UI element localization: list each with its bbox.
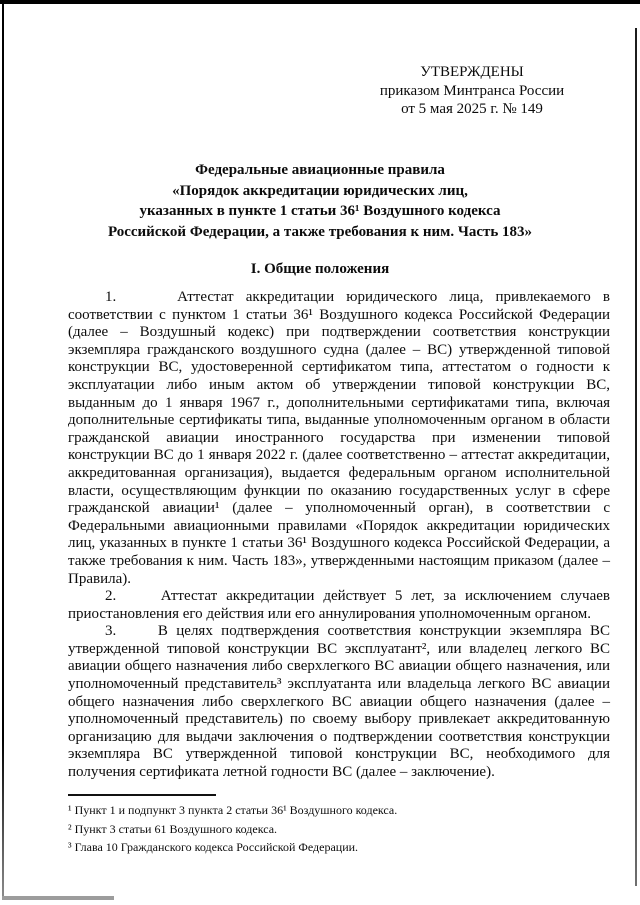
approval-block bbox=[351, 63, 593, 119]
document-body bbox=[68, 289, 610, 782]
title-line: «Порядок аккредитации юридических лиц, bbox=[172, 182, 468, 199]
scan-border-left bbox=[2, 3, 4, 900]
footnotes bbox=[68, 794, 568, 858]
footnote-3: ³ Глава 10 Гражданского кодекса Российской Федерации. bbox=[68, 840, 359, 854]
footnote-1: ¹ Пункт 1 и подпункт 3 пункта 2 статьи 36¹ Воздушного кодекса. bbox=[68, 803, 398, 817]
document-title bbox=[30, 160, 610, 242]
approval-line: от 5 мая 2025 г. № 149 bbox=[401, 101, 543, 117]
section-heading: I. Общие положения bbox=[250, 261, 390, 277]
approval-line: УТВЕРЖДЕНЫ bbox=[420, 64, 524, 80]
footnote-separator bbox=[68, 794, 216, 796]
scan-border-right bbox=[635, 28, 637, 886]
footnote-2: ² Пункт 3 статьи 61 Воздушного кодекса. bbox=[68, 821, 278, 836]
paragraph-1: 1. Аттестат аккредитации юридического лица, привлекаемого в соответствии с пунктом 1 статьи 36¹ Воздушного кодекса Российской Федерации (далее – Воздушный кодекс) при подтверждении соответствия конструкции экземпляра гражданского воздушного судна (далее – ВС) утвержденной типовой конструкции ВС, удостоверенной сертификатом типа, аттестатом о годности к эксплуатации либо иным актом об утверждении типовой конструкции ВС, выданным до 1 января 1967 г., дополнительными сертификатами типа, включая дополнительные сертификаты типа, выданные уполномоченным органом в области гражданской авиации иностранного государства при изменении типовой конструкции ВС до 1 января 2022 г. (далее соответственно – аттестат аккредитации, аккредитованная организация), выдается федеральным органом исполнительной власти, осуществляющим функции по оказанию государственных услуг в сфере гражданской авиации¹ (далее – уполномоченный орган), в соответствии с Федеральными авиационными правилами «Порядок аккредитации юридических лиц, указанных в пункте 1 статьи 36¹ Воздушного кодекса Российской Федерации, а также требования к ним. Часть 183», утвержденными настоящим приказом (далее – Правила). bbox=[68, 289, 610, 587]
approval-line: приказом Минтранса России bbox=[379, 82, 565, 99]
title-line: Российской Федерации, а также требования к ним. Часть 183» bbox=[107, 223, 533, 240]
title-line: Федеральные авиационные правила bbox=[195, 162, 445, 178]
paragraph-3: 3. В целях подтверждения соответствия конструкции экземпляра ВС утвержденной типовой конструкции ВС эксплуатант², или владелец легкого ВС авиации общего назначения либо сверхлегкого ВС авиации общего назначения, или уполномоченный представитель³ эксплуатанта или владельца легкого ВС авиации общего назначения либо сверхлегкого ВС авиации общего назначения (далее – уполномоченный представитель) по своему выбору привлекает аккредитованную организацию для выдачи заключения о подтверждении соответствия конструкции экземпляра ВС утвержденной типовой конструкции ВС, необходимого для получения сертификата летной годности ВС (далее – заключение). bbox=[68, 623, 610, 781]
paragraph-2: 2. Аттестат аккредитации действует 5 лет, за исключением случаев приостановления его действия или его аннулирования уполномоченным органом. bbox=[68, 588, 610, 622]
scan-border-top bbox=[0, 0, 640, 4]
title-line: указанных в пункте 1 статьи 36¹ Воздушного кодекса bbox=[139, 203, 501, 219]
scan-artifact-bottom-left bbox=[2, 896, 114, 900]
